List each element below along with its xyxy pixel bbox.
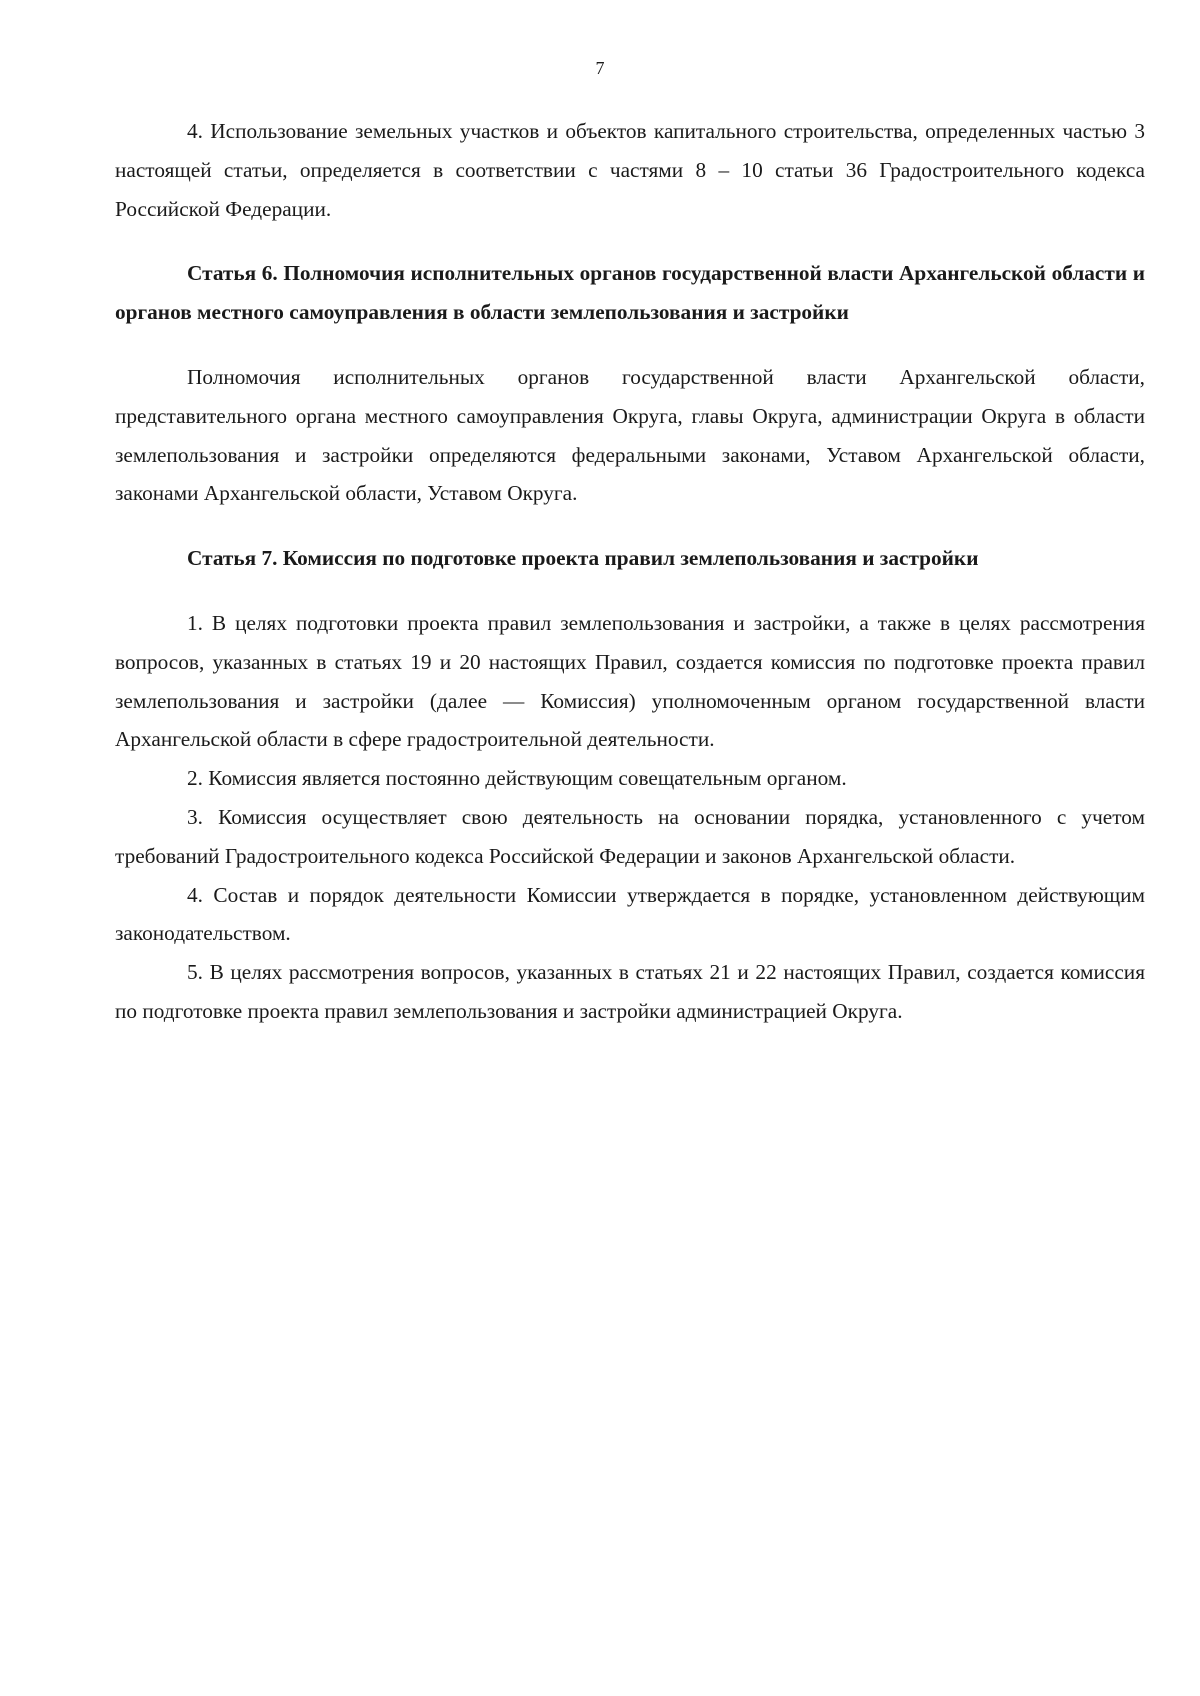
article7-item-4: 4. Состав и порядок деятельности Комиссии утверждается в порядке, установленном действующим законодательством. [115, 882, 1145, 946]
article5-item-4: 4. Использование земельных участков и объектов капитального строительства, определенных частью 3 настоящей статьи, определяется в соответствии с частями 8 – 10 статьи 36 Градостроительного кодекса Российской Федерации. [115, 119, 1145, 221]
document-body [115, 112, 1145, 1031]
article7-item-3: 3. Комиссия осуществляет свою деятельность на основании порядка, установленного с учетом требований Градостроительного кодекса Российской Федерации и законов Архангельской области. [115, 804, 1145, 868]
article6-heading: Статья 6. Полномочия исполнительных органов государственной власти Архангельской области и органов местного самоуправления в области землепользования и застройки [115, 261, 1145, 325]
page-number: 7 [595, 58, 605, 78]
article6-text: Полномочия исполнительных органов государственной власти Архангельской области, представительного органа местного самоуправления Округа, главы Округа, администрации Округа в области землепользования и застройки определяются федеральными законами, Уставом Архангельской области, законами Архангельской области, Уставом Округа. [115, 364, 1145, 506]
article7-item-1: 1. В целях подготовки проекта правил землепользования и застройки, а также в целях рассмотрения вопросов, указанных в статьях 19 и 20 настоящих Правил, создается комиссия по подготовке проекта правил землепользования и застройки (далее — Комиссия) уполномоченным органом государственной власти Архангельской области в сфере градостроительной деятельности. [115, 610, 1145, 752]
article7-heading: Статья 7. Комиссия по подготовке проекта правил землепользования и застройки [187, 546, 979, 571]
article7-item-5: 5. В целях рассмотрения вопросов, указанных в статьях 21 и 22 настоящих Правил, создается комиссия по подготовке проекта правил землепользования и застройки администрацией Округа. [115, 960, 1145, 1023]
article7-item-2: 2. Комиссия является постоянно действующим совещательным органом. [187, 766, 847, 791]
